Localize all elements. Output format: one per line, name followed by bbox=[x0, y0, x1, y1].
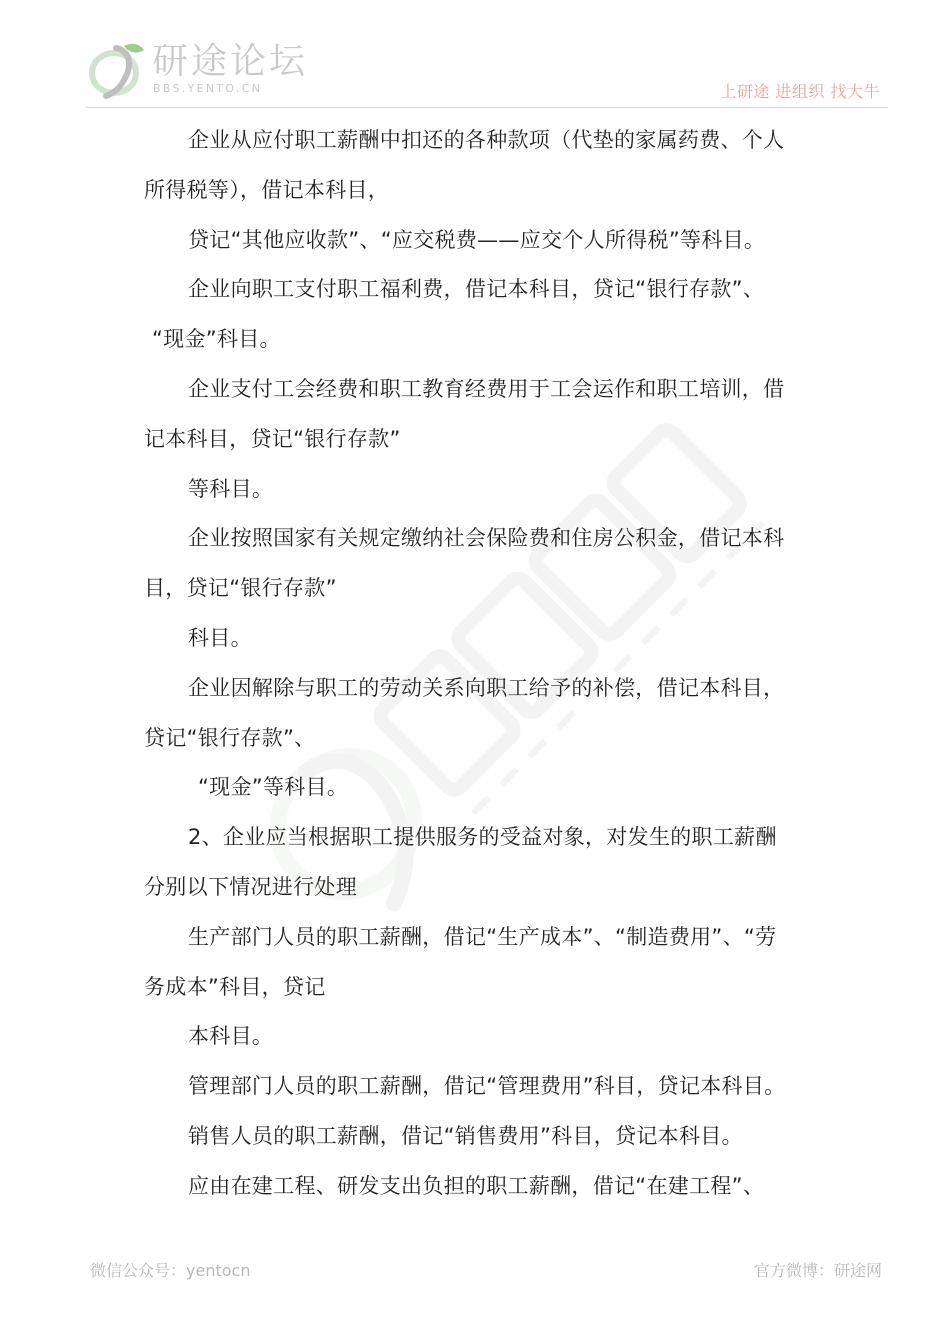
text-line: 所得税等），借记本科目， bbox=[144, 177, 390, 202]
text-line: 务成本”科目，贷记 bbox=[144, 974, 326, 999]
page-footer bbox=[0, 1250, 950, 1290]
text-line: 2、企业应当根据职工提供服务的受益对象，对发生的职工薪酬 bbox=[188, 825, 777, 850]
text-line: “现金”等科目。 bbox=[198, 775, 349, 800]
logo-subtitle: BBS.YENTO.CN bbox=[153, 82, 263, 95]
text-line: 企业从应付职工薪酬中扣还的各种款项（代垫的家属药费、个人 bbox=[188, 128, 785, 152]
text-line: 贷记“其他应收款”、“应交税费——应交个人所得税”等科目。 bbox=[188, 227, 766, 252]
logo-title: 研途论坛 bbox=[152, 41, 309, 82]
text-line: 应由在建工程、研发支出负担的职工薪酬，借记“在建工程”、 bbox=[188, 1173, 765, 1198]
text-line: 分别以下情况进行处理 bbox=[144, 874, 357, 899]
yento-logo[interactable] bbox=[86, 38, 336, 100]
text-line: 目，贷记“银行存款” bbox=[144, 576, 337, 601]
text-line: “现金”科目。 bbox=[152, 327, 281, 352]
text-line: 贷记“银行存款”、 bbox=[144, 725, 316, 750]
text-line: 企业支付工会经费和职工教育经费用于工会运作和职工培训，借 bbox=[188, 376, 785, 401]
footer-weibo: 官方微博：研途网 bbox=[753, 1261, 882, 1280]
header-divider bbox=[86, 107, 888, 108]
text-line: 生产部门人员的职工薪酬，借记“生产成本”、“制造费用”、“劳 bbox=[188, 924, 777, 949]
yento-logo-icon bbox=[86, 38, 148, 100]
text-line: 等科目。 bbox=[188, 476, 274, 501]
text-line: 本科目。 bbox=[188, 1024, 274, 1049]
header-slogan: 上研途 进组织 找大牛 bbox=[720, 82, 880, 101]
document-body bbox=[144, 116, 810, 1212]
text-line: 管理部门人员的职工薪酬，借记“管理费用”科目，贷记本科目。 bbox=[188, 1074, 786, 1099]
text-line: 企业按照国家有关规定缴纳社会保险费和住房公积金，借记本科 bbox=[188, 526, 785, 551]
text-line: 企业向职工支付职工福利费，借记本科目，贷记“银行存款”、 bbox=[188, 277, 765, 302]
footer-wechat: 微信公众号：yentocn bbox=[90, 1261, 251, 1280]
text-line: 企业因解除与职工的劳动关系向职工给予的补偿，借记本科目， bbox=[188, 675, 785, 700]
page-header bbox=[0, 0, 950, 110]
text-line: 科目。 bbox=[188, 625, 252, 650]
text-line: 销售人员的职工薪酬，借记“销售费用”科目，贷记本科目。 bbox=[188, 1123, 743, 1148]
text-line: 记本科目，贷记“银行存款” bbox=[144, 426, 401, 451]
